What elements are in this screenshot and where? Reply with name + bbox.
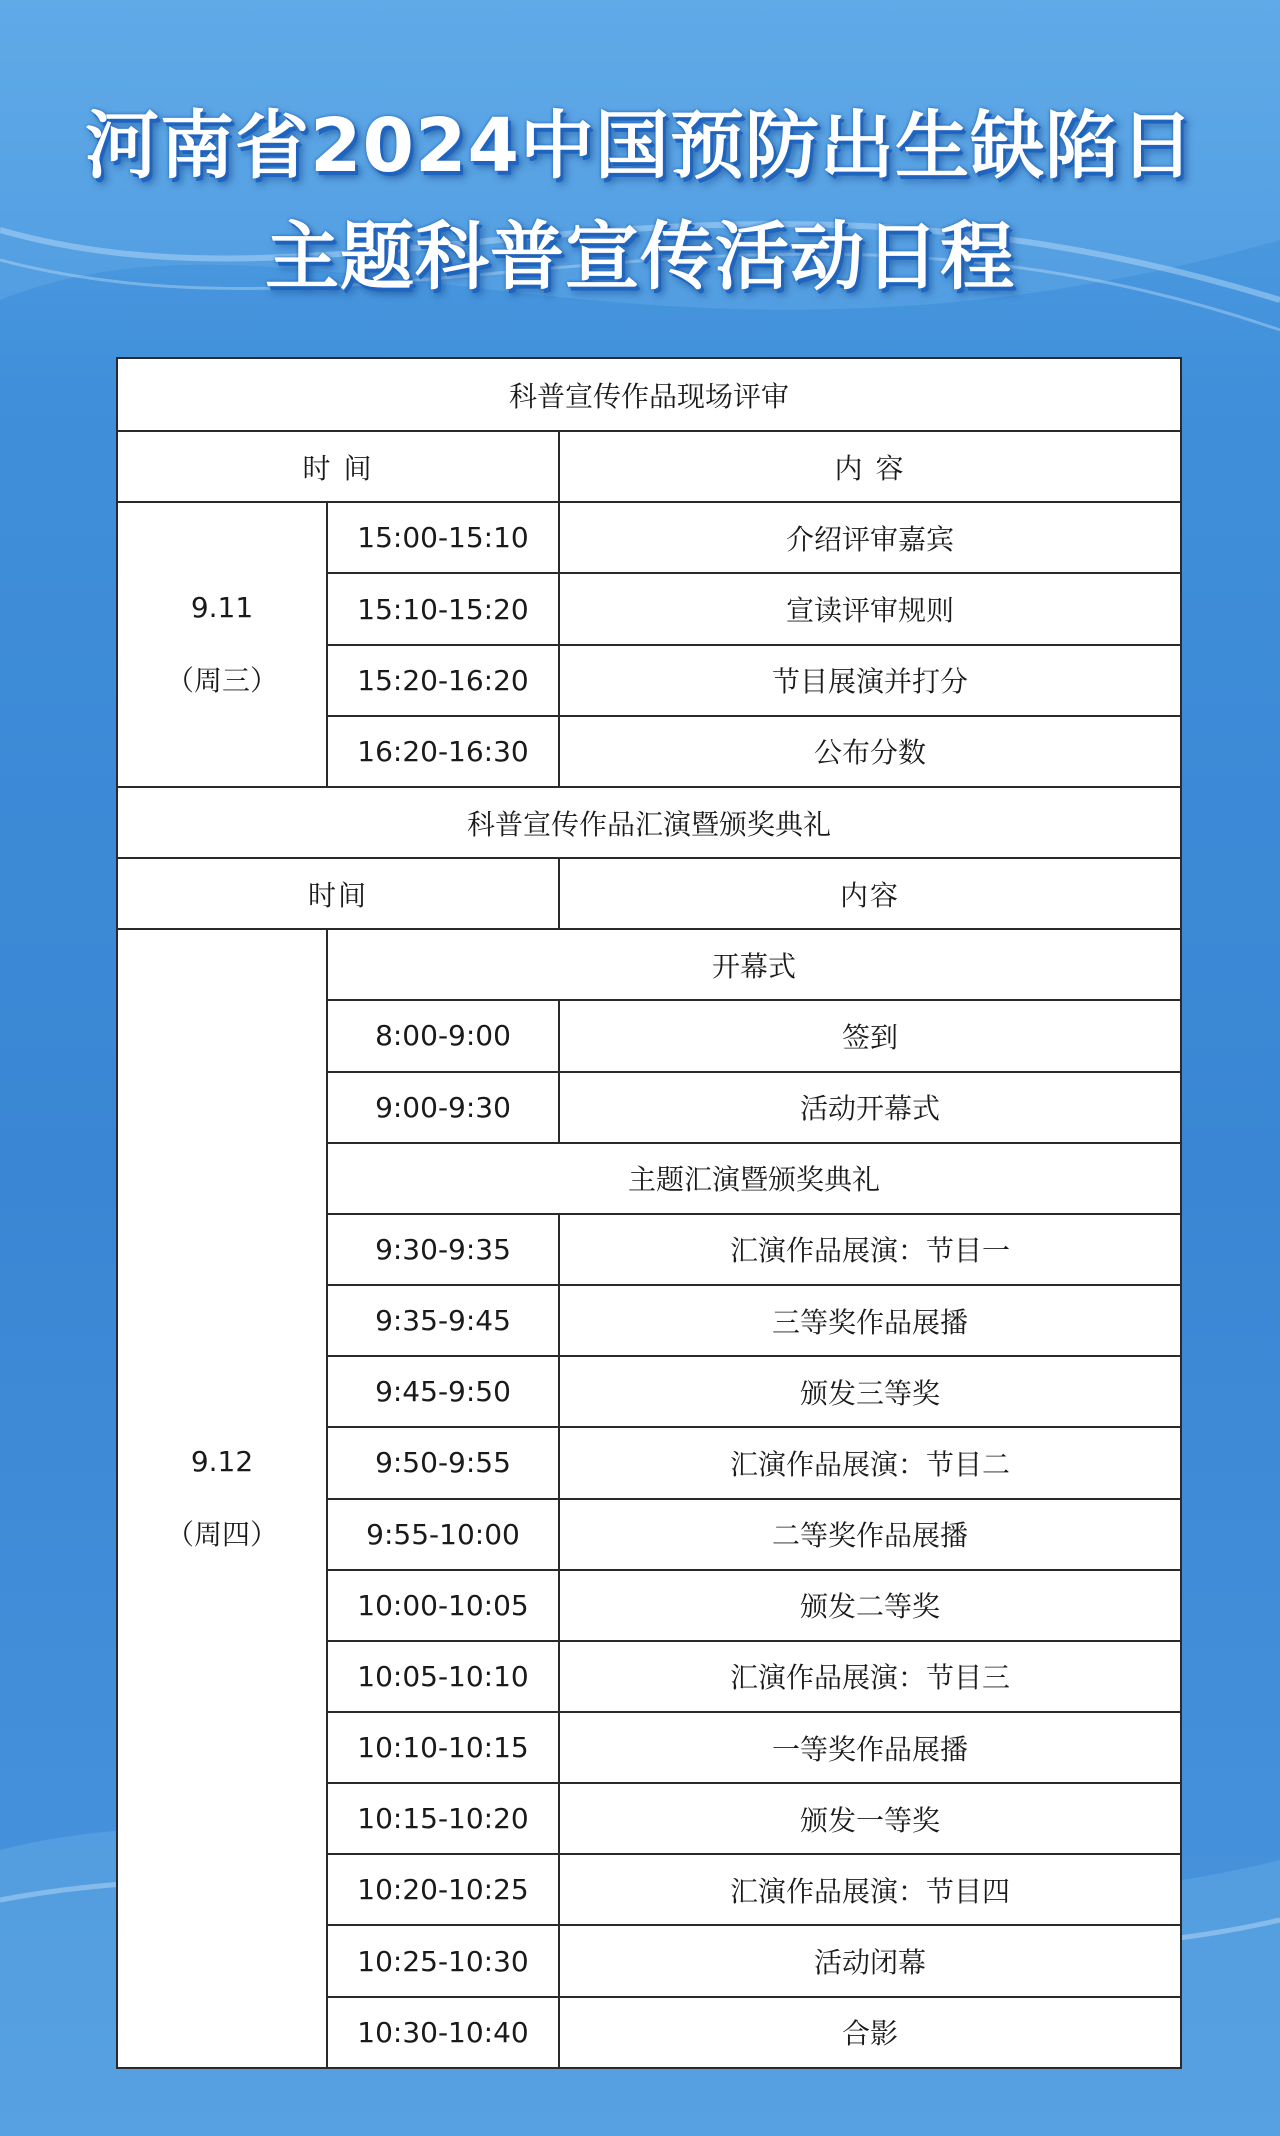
content-cell: 合影 [559, 1997, 1181, 2068]
time-cell: 10:10-10:15 [327, 1712, 559, 1783]
content-cell: 公布分数 [559, 716, 1181, 787]
column-header-time: 时间 [117, 858, 559, 929]
content-cell: 介绍评审嘉宾 [559, 502, 1181, 573]
content-cell: 活动闭幕 [559, 1925, 1181, 1996]
content-cell: 汇演作品展演：节目三 [559, 1641, 1181, 1712]
sub-header-row [117, 929, 1181, 1000]
time-cell: 8:00-9:00 [327, 1000, 559, 1071]
content-cell: 一等奖作品展播 [559, 1712, 1181, 1783]
content-cell: 颁发三等奖 [559, 1356, 1181, 1427]
column-header-time: 时 间 [117, 431, 559, 502]
sub-header: 开幕式 [327, 929, 1181, 1000]
time-cell: 9:30-9:35 [327, 1214, 559, 1285]
date-label: 9.12 [190, 1444, 254, 1478]
weekday-label: （周四） [165, 1517, 278, 1551]
content-cell: 节目展演并打分 [559, 645, 1181, 716]
time-cell: 9:50-9:55 [327, 1427, 559, 1498]
column-header-content: 内 容 [559, 431, 1181, 502]
content-cell: 颁发二等奖 [559, 1570, 1181, 1641]
time-cell: 9:45-9:50 [327, 1356, 559, 1427]
time-cell: 15:10-15:20 [327, 573, 559, 644]
content-cell: 汇演作品展演：节目二 [559, 1427, 1181, 1498]
section-title-row [117, 358, 1181, 431]
header [0, 100, 1280, 303]
date-label: 9.11 [190, 590, 254, 624]
column-header-row [117, 858, 1181, 929]
content-cell: 颁发一等奖 [559, 1783, 1181, 1854]
content-cell: 签到 [559, 1000, 1181, 1071]
time-cell: 10:25-10:30 [327, 1925, 559, 1996]
section-title: 科普宣传作品汇演暨颁奖典礼 [117, 787, 1181, 858]
table-row [117, 502, 1181, 573]
time-cell: 9:35-9:45 [327, 1285, 559, 1356]
content-cell: 二等奖作品展播 [559, 1499, 1181, 1570]
time-cell: 10:05-10:10 [327, 1641, 559, 1712]
time-cell: 10:30-10:40 [327, 1997, 559, 2068]
sub-header: 主题汇演暨颁奖典礼 [327, 1143, 1181, 1214]
schedule-table [116, 357, 1182, 2069]
time-cell: 15:00-15:10 [327, 502, 559, 573]
date-cell [117, 502, 327, 787]
section-title: 科普宣传作品现场评审 [117, 358, 1181, 431]
content-cell: 汇演作品展演：节目一 [559, 1214, 1181, 1285]
date-cell [117, 929, 327, 2068]
time-cell: 16:20-16:30 [327, 716, 559, 787]
content-cell: 汇演作品展演：节目四 [559, 1854, 1181, 1925]
time-cell: 10:00-10:05 [327, 1570, 559, 1641]
time-cell: 15:20-16:20 [327, 645, 559, 716]
content-cell: 活动开幕式 [559, 1072, 1181, 1143]
column-header-row [117, 431, 1181, 502]
time-cell: 10:20-10:25 [327, 1854, 559, 1925]
column-header-content: 内容 [559, 858, 1181, 929]
time-cell: 9:00-9:30 [327, 1072, 559, 1143]
section-title-row [117, 787, 1181, 858]
time-cell: 9:55-10:00 [327, 1499, 559, 1570]
content-cell: 宣读评审规则 [559, 573, 1181, 644]
content-cell: 三等奖作品展播 [559, 1285, 1181, 1356]
page-title-line-2: 主题科普宣传活动日程 [265, 213, 1015, 300]
weekday-label: （周三） [165, 663, 278, 697]
time-cell: 10:15-10:20 [327, 1783, 559, 1854]
page-title-line-1: 河南省2024中国预防出生缺陷日 [85, 103, 1195, 189]
